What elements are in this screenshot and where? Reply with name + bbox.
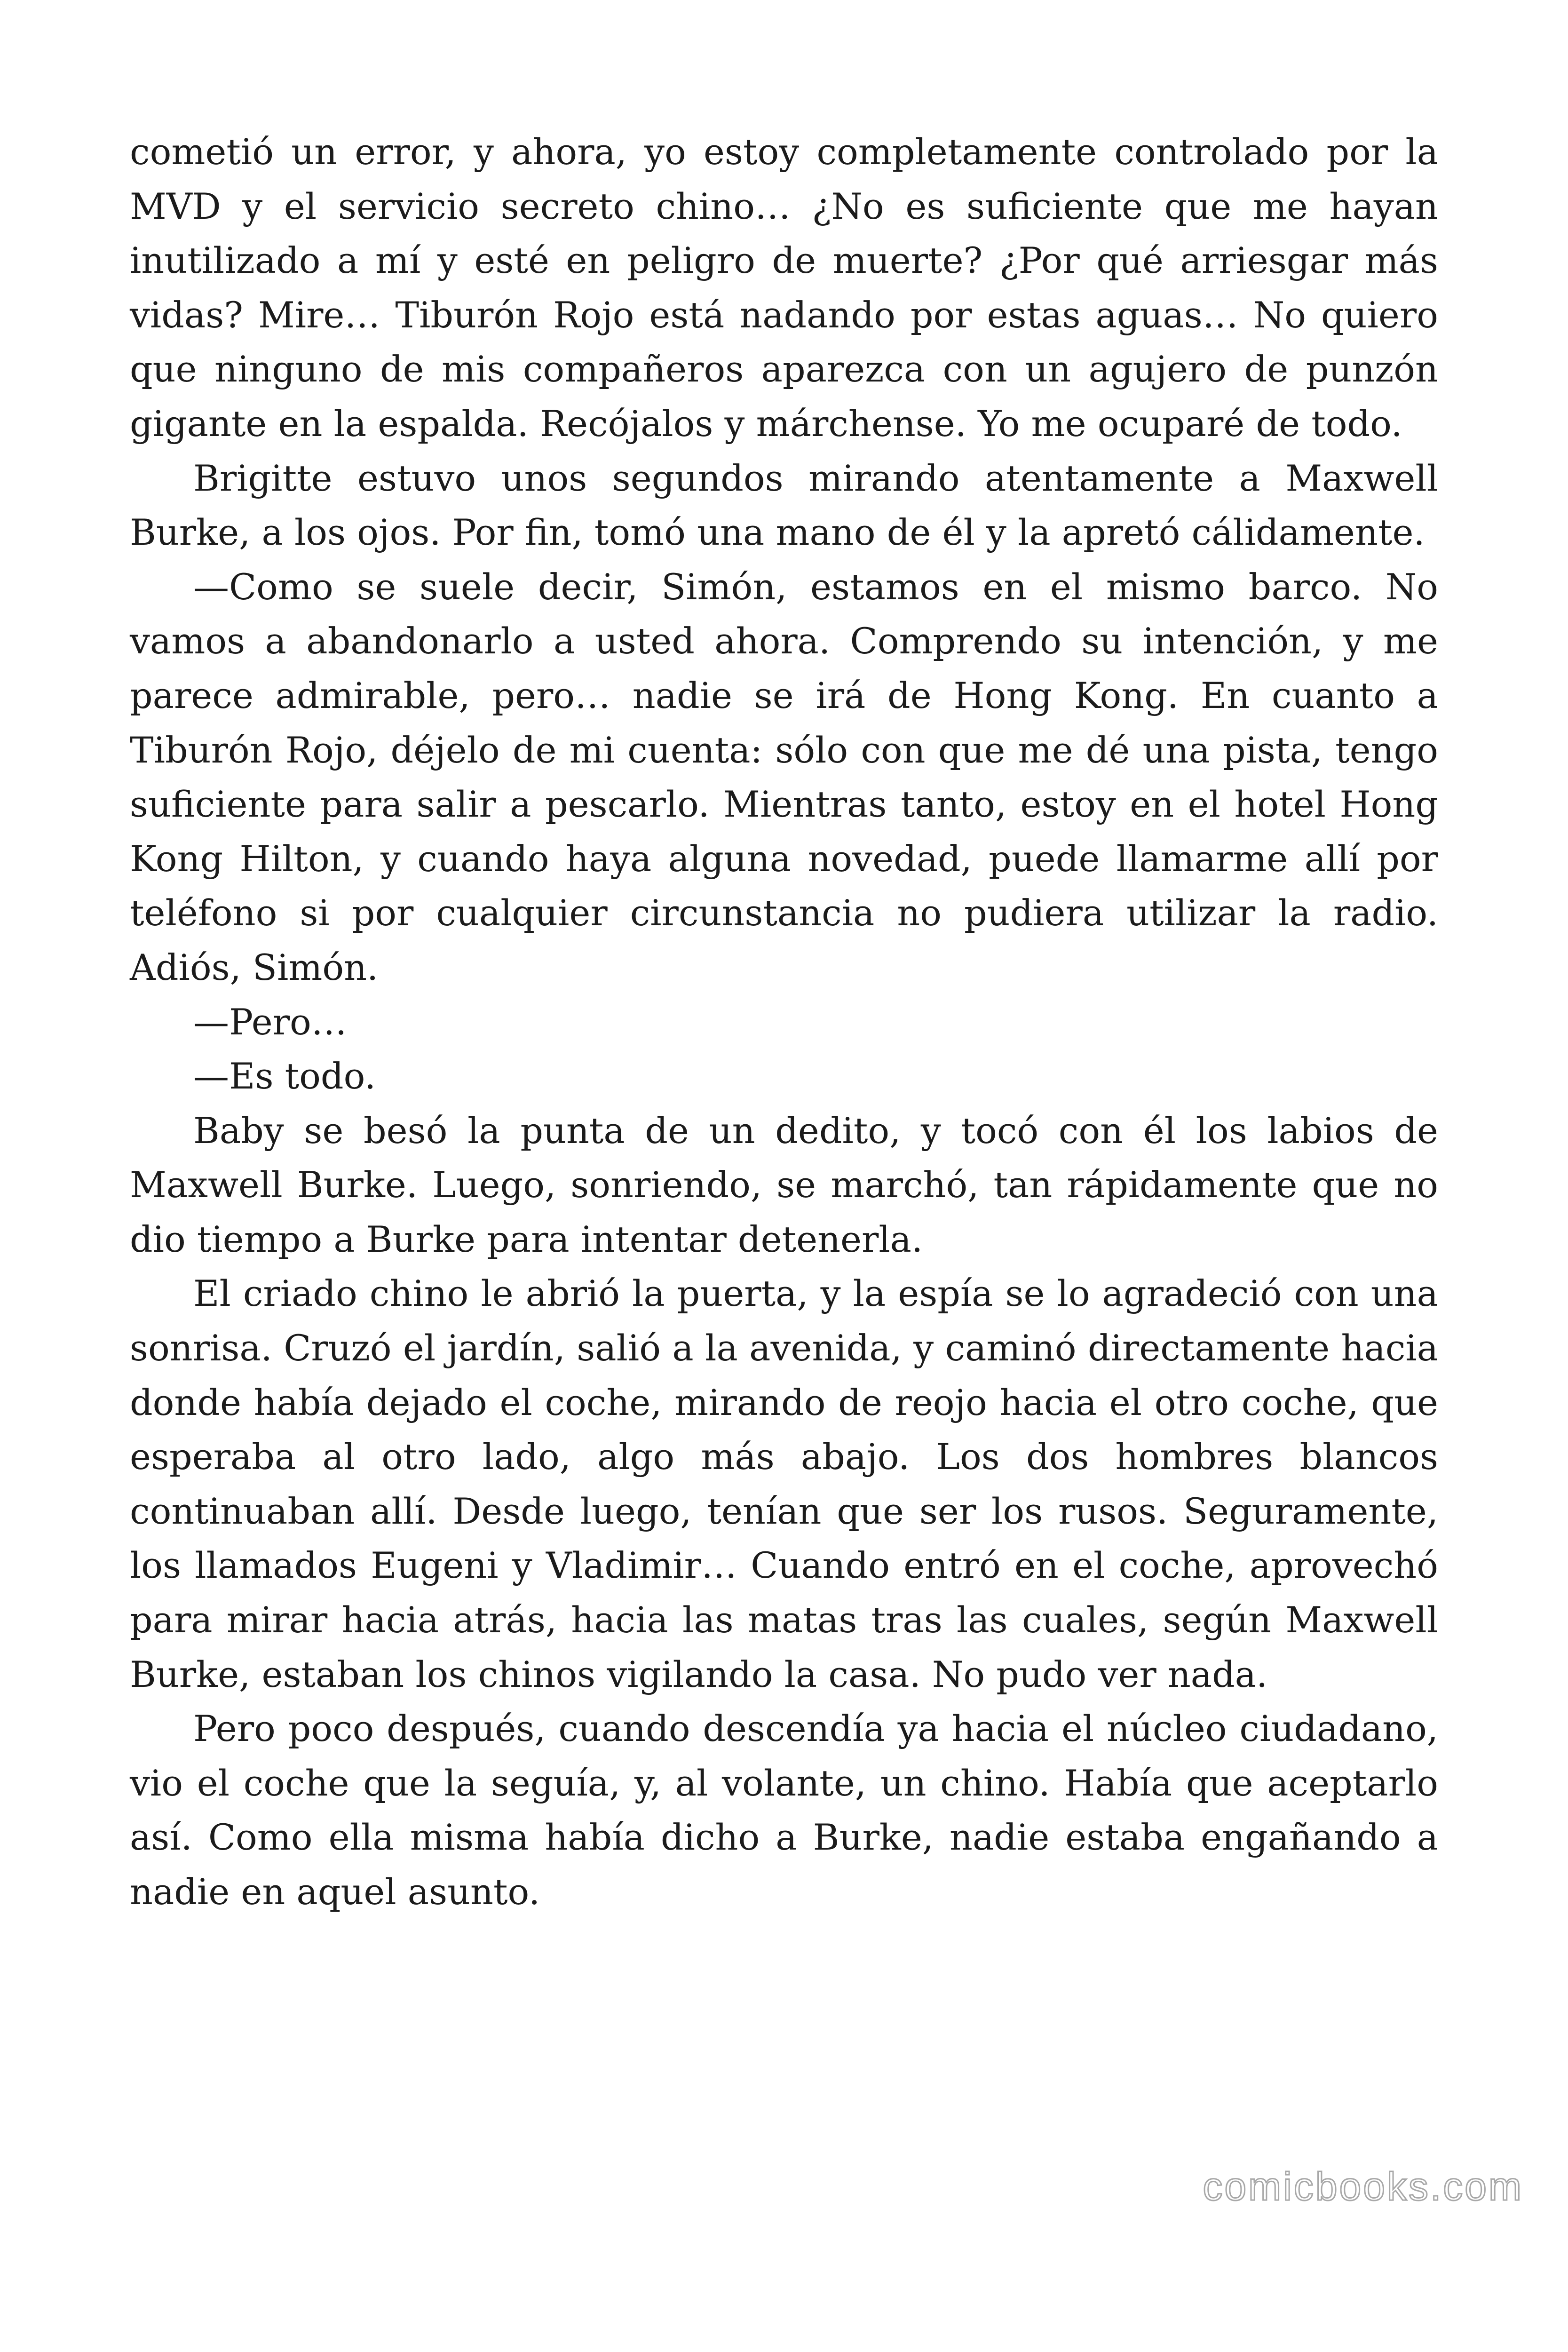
watermark: comicbooks.com [1203, 2164, 1523, 2209]
paragraph: Brigitte estuvo unos segundos mirando atentamente a Maxwell Burke, a los ojos. Por fin, tomó una mano de él y la apretó cálidamente. [130, 457, 1438, 554]
paragraph: El criado chino le abrió la puerta, y la espía se lo agradeció con una sonrisa. Cruzó el jardín, salió a la avenida, y caminó directamente hacia donde había dejado el coche, mirando de reojo hacia el otro coche, que esperaba al otro lado, algo más abajo. Los dos hombres blancos continuaban allí. Desde luego, tenían que ser los rusos. Seguramente, los llamados Eugeni y Vladimir… Cuando entró en el coche, aprovechó para mirar hacia atrás, hacia las matas tras las cuales, según Maxwell Burke, estaban los chinos vigilando la casa. No pudo ver nada. [130, 1272, 1438, 1695]
paragraph-continuation: cometió un error, y ahora, yo estoy completamente controlado por la MVD y el servicio secreto chino… ¿No es suficiente que me hayan inutilizado a mí y esté en peligro de muerte? ¿Por qué arriesgar más vidas? Mire… Tiburón Rojo está nadando por estas aguas… No quiero que ninguno de mis compañeros aparezca con un agujero de punzón gigante en la espalda. Recójalos y márchense. Yo me ocuparé de todo. [130, 131, 1438, 445]
dialogue-paragraph: —Como se suele decir, Simón, estamos en el mismo barco. No vamos a abandonarlo a usted ahora. Comprendo su intención, y me parece admirable, pero… nadie se irá de Hong Kong. En cuanto a Tiburón Rojo, déjelo de mi cuenta: sólo con que me dé una pista, tengo suficiente para salir a pescarlo. Mientras tanto, estoy en el hotel Hong Kong Hilton, y cuando haya alguna novedad, puede llamarme allí por teléfono si por cualquier circunstancia no pudiera utilizar la radio. Adiós, Simón. [130, 565, 1438, 988]
paragraph: Baby se besó la punta de un dedito, y tocó con él los labios de Maxwell Burke. Luego, sonriendo, se marchó, tan rápidamente que no dio tiempo a Burke para intentar detenerla. [130, 1109, 1438, 1260]
page-text [130, 125, 1438, 1919]
paragraph: Pero poco después, cuando descendía ya hacia el núcleo ciudadano, vio el coche que la seguía, y, al volante, un chino. Había que aceptarlo así. Como ella misma había dicho a Burke, nadie estaba engañando a nadie en aquel asunto. [130, 1708, 1438, 1913]
dialogue-paragraph: —Es todo. [193, 1055, 376, 1097]
dialogue-paragraph: —Pero… [193, 1001, 347, 1043]
